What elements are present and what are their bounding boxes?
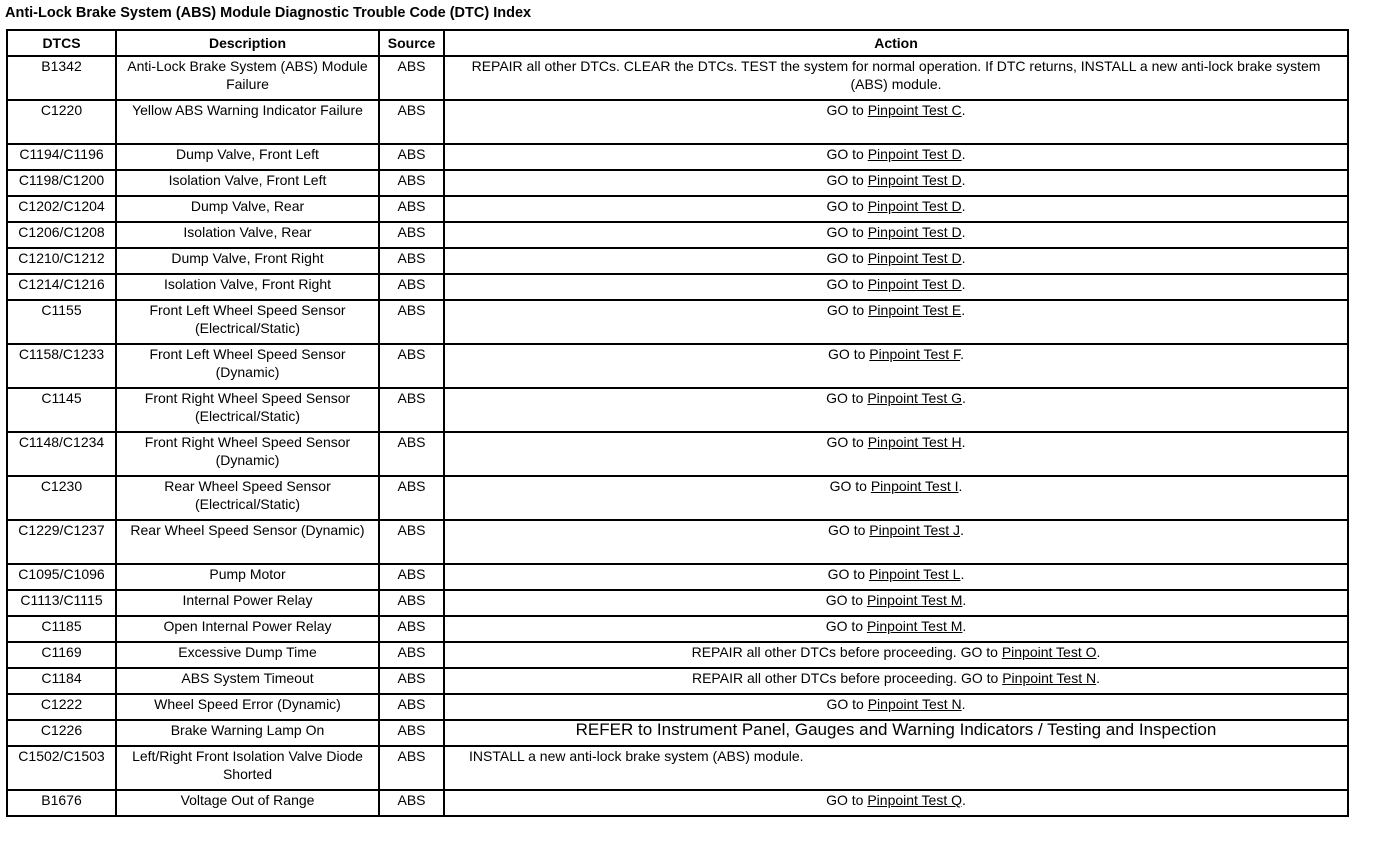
dtc-source: ABS bbox=[379, 170, 444, 196]
dtc-description: Voltage Out of Range bbox=[116, 790, 379, 816]
action-suffix: . bbox=[961, 696, 966, 712]
dtc-description: Rear Wheel Speed Sensor (Electrical/Static) bbox=[116, 476, 379, 520]
dtc-action bbox=[444, 388, 1348, 432]
dtc-source: ABS bbox=[379, 520, 444, 564]
action-text: GO to bbox=[825, 592, 867, 608]
dtc-action: REFER to Instrument Panel, Gauges and Warning Indicators / Testing and Inspection bbox=[444, 720, 1348, 746]
header-source: Source bbox=[379, 30, 444, 56]
dtc-action bbox=[444, 222, 1348, 248]
dtc-action bbox=[444, 196, 1348, 222]
dtc-code: C1185 bbox=[7, 616, 116, 642]
action-text: GO to bbox=[826, 146, 868, 162]
dtc-code: C1169 bbox=[7, 642, 116, 668]
action-suffix: . bbox=[961, 198, 966, 214]
dtc-action bbox=[444, 476, 1348, 520]
dtc-action: REPAIR all other DTCs. CLEAR the DTCs. TEST the system for normal operation. If DTC returns, INSTALL a new anti-lock brake system (ABS) module. bbox=[444, 56, 1348, 100]
action-text: GO to bbox=[828, 346, 870, 362]
dtc-source: ABS bbox=[379, 432, 444, 476]
action-text: GO to bbox=[826, 198, 868, 214]
action-text: GO to bbox=[826, 792, 868, 808]
dtc-code: C1184 bbox=[7, 668, 116, 694]
table-row bbox=[7, 432, 1348, 476]
table-row bbox=[7, 746, 1348, 790]
dtc-source: ABS bbox=[379, 248, 444, 274]
dtc-code: C1220 bbox=[7, 100, 116, 144]
dtc-source: ABS bbox=[379, 196, 444, 222]
dtc-code: C1095/C1096 bbox=[7, 564, 116, 590]
action-suffix: . bbox=[961, 250, 966, 266]
dtc-description: Isolation Valve, Front Right bbox=[116, 274, 379, 300]
action-text: GO to bbox=[826, 224, 868, 240]
dtc-code: C1222 bbox=[7, 694, 116, 720]
table-header-row bbox=[7, 30, 1348, 56]
table-row bbox=[7, 248, 1348, 274]
dtc-description: Wheel Speed Error (Dynamic) bbox=[116, 694, 379, 720]
dtc-source: ABS bbox=[379, 590, 444, 616]
dtc-code: C1206/C1208 bbox=[7, 222, 116, 248]
dtc-action bbox=[444, 520, 1348, 564]
action-text: GO to bbox=[828, 522, 870, 538]
dtc-description: Pump Motor bbox=[116, 564, 379, 590]
dtc-source: ABS bbox=[379, 616, 444, 642]
dtc-description: Isolation Valve, Rear bbox=[116, 222, 379, 248]
pinpoint-test-link[interactable]: Pinpoint Test D bbox=[867, 172, 962, 188]
dtc-code: C1229/C1237 bbox=[7, 520, 116, 564]
table-row bbox=[7, 170, 1348, 196]
action-suffix: . bbox=[961, 102, 966, 118]
action-suffix: . bbox=[960, 346, 964, 362]
dtc-description: Excessive Dump Time bbox=[116, 642, 379, 668]
dtc-action bbox=[444, 274, 1348, 300]
table-row bbox=[7, 790, 1348, 816]
pinpoint-test-link[interactable]: Pinpoint Test J bbox=[869, 522, 961, 538]
pinpoint-test-link[interactable]: Pinpoint Test L bbox=[868, 566, 961, 582]
dtc-description: Brake Warning Lamp On bbox=[116, 720, 379, 746]
table-row bbox=[7, 100, 1348, 144]
dtc-source: ABS bbox=[379, 144, 444, 170]
dtc-description: Dump Valve, Front Right bbox=[116, 248, 379, 274]
action-text: REPAIR all other DTCs before proceeding. GO to bbox=[691, 644, 1002, 660]
table-row bbox=[7, 274, 1348, 300]
dtc-description: Anti-Lock Brake System (ABS) Module Failure bbox=[116, 56, 379, 100]
action-text: GO to bbox=[826, 696, 868, 712]
dtc-source: ABS bbox=[379, 274, 444, 300]
dtc-source: ABS bbox=[379, 56, 444, 100]
dtc-code: C1198/C1200 bbox=[7, 170, 116, 196]
pinpoint-test-link[interactable]: Pinpoint Test N bbox=[1002, 670, 1097, 686]
dtc-action bbox=[444, 248, 1348, 274]
dtc-code: C1502/C1503 bbox=[7, 746, 116, 790]
action-suffix: . bbox=[1096, 644, 1101, 660]
dtc-action bbox=[444, 642, 1348, 668]
table-row bbox=[7, 476, 1348, 520]
action-suffix: . bbox=[1096, 670, 1100, 686]
pinpoint-test-link[interactable]: Pinpoint Test D bbox=[867, 198, 962, 214]
pinpoint-test-link[interactable]: Pinpoint Test G bbox=[867, 390, 963, 406]
dtc-action bbox=[444, 144, 1348, 170]
action-suffix: . bbox=[961, 276, 966, 292]
dtc-action bbox=[444, 300, 1348, 344]
dtc-action bbox=[444, 432, 1348, 476]
action-text: GO to bbox=[826, 250, 868, 266]
table-row bbox=[7, 344, 1348, 388]
dtc-action: INSTALL a new anti-lock brake system (ABS) module. bbox=[444, 746, 1348, 790]
action-suffix: . bbox=[961, 224, 966, 240]
dtc-code: C1226 bbox=[7, 720, 116, 746]
table-row bbox=[7, 300, 1348, 344]
dtc-description: Dump Valve, Rear bbox=[116, 196, 379, 222]
table-row bbox=[7, 564, 1348, 590]
dtc-code: C1145 bbox=[7, 388, 116, 432]
action-text: GO to bbox=[826, 172, 868, 188]
dtc-action bbox=[444, 170, 1348, 196]
action-suffix: . bbox=[961, 302, 966, 318]
action-text: GO to bbox=[829, 478, 871, 494]
table-row bbox=[7, 668, 1348, 694]
action-suffix: . bbox=[962, 792, 966, 808]
dtc-source: ABS bbox=[379, 100, 444, 144]
dtc-action bbox=[444, 100, 1348, 144]
pinpoint-test-link[interactable]: Pinpoint Test C bbox=[867, 102, 962, 118]
dtc-source: ABS bbox=[379, 790, 444, 816]
table-row bbox=[7, 616, 1348, 642]
dtc-description: Left/Right Front Isolation Valve Diode Shorted bbox=[116, 746, 379, 790]
dtc-source: ABS bbox=[379, 746, 444, 790]
pinpoint-test-link[interactable]: Pinpoint Test D bbox=[867, 146, 962, 162]
table-row bbox=[7, 56, 1348, 100]
dtc-code: C1158/C1233 bbox=[7, 344, 116, 388]
pinpoint-test-link[interactable]: Pinpoint Test D bbox=[867, 250, 962, 266]
pinpoint-test-link[interactable]: Pinpoint Test O bbox=[1001, 644, 1097, 660]
action-text: GO to bbox=[826, 302, 869, 318]
action-text: REPAIR all other DTCs before proceeding. GO to bbox=[691, 670, 1003, 686]
action-suffix: . bbox=[960, 566, 965, 582]
dtc-action bbox=[444, 694, 1348, 720]
action-text: GO to bbox=[826, 390, 868, 406]
dtc-code: C1113/C1115 bbox=[7, 590, 116, 616]
dtc-action bbox=[444, 344, 1348, 388]
dtc-source: ABS bbox=[379, 668, 444, 694]
action-suffix: . bbox=[962, 390, 966, 406]
dtc-description: Front Left Wheel Speed Sensor (Dynamic) bbox=[116, 344, 379, 388]
dtc-source: ABS bbox=[379, 642, 444, 668]
pinpoint-test-link[interactable]: Pinpoint Test I bbox=[870, 478, 959, 494]
table-row bbox=[7, 196, 1348, 222]
dtc-description: Front Right Wheel Speed Sensor (Electrical/Static) bbox=[116, 388, 379, 432]
table-row bbox=[7, 720, 1348, 746]
dtc-source: ABS bbox=[379, 564, 444, 590]
dtc-code: C1210/C1212 bbox=[7, 248, 116, 274]
header-action: Action bbox=[444, 30, 1348, 56]
dtc-source: ABS bbox=[379, 720, 444, 746]
dtc-action bbox=[444, 790, 1348, 816]
dtc-index-table bbox=[6, 29, 1349, 817]
dtc-description: Front Right Wheel Speed Sensor (Dynamic) bbox=[116, 432, 379, 476]
dtc-action bbox=[444, 616, 1348, 642]
dtc-action bbox=[444, 668, 1348, 694]
table-row bbox=[7, 144, 1348, 170]
dtc-description: Open Internal Power Relay bbox=[116, 616, 379, 642]
pinpoint-test-link[interactable]: Pinpoint Test M bbox=[866, 618, 963, 634]
table-row bbox=[7, 642, 1348, 668]
dtc-source: ABS bbox=[379, 694, 444, 720]
dtc-description: Isolation Valve, Front Left bbox=[116, 170, 379, 196]
action-text: GO to bbox=[826, 434, 868, 450]
dtc-description: Front Left Wheel Speed Sensor (Electrical/Static) bbox=[116, 300, 379, 344]
dtc-code: B1342 bbox=[7, 56, 116, 100]
action-suffix: . bbox=[962, 618, 967, 634]
dtc-code: C1155 bbox=[7, 300, 116, 344]
pinpoint-test-link[interactable]: Pinpoint Test D bbox=[867, 224, 962, 240]
action-suffix: . bbox=[958, 478, 963, 494]
dtc-source: ABS bbox=[379, 344, 444, 388]
dtc-source: ABS bbox=[379, 476, 444, 520]
dtc-description: Rear Wheel Speed Sensor (Dynamic) bbox=[116, 520, 379, 564]
action-suffix: . bbox=[960, 522, 964, 538]
pinpoint-test-link[interactable]: Pinpoint Test E bbox=[868, 302, 962, 318]
dtc-code: C1230 bbox=[7, 476, 116, 520]
pinpoint-test-link[interactable]: Pinpoint Test F bbox=[869, 346, 961, 362]
table-row bbox=[7, 222, 1348, 248]
action-suffix: . bbox=[961, 172, 966, 188]
dtc-description: Yellow ABS Warning Indicator Failure bbox=[116, 100, 379, 144]
dtc-code: C1148/C1234 bbox=[7, 432, 116, 476]
pinpoint-test-link[interactable]: Pinpoint Test Q bbox=[867, 792, 963, 808]
action-suffix: . bbox=[962, 592, 967, 608]
dtc-source: ABS bbox=[379, 222, 444, 248]
header-dtcs: DTCS bbox=[7, 30, 116, 56]
dtc-description: ABS System Timeout bbox=[116, 668, 379, 694]
action-text: GO to bbox=[826, 276, 868, 292]
table-row bbox=[7, 694, 1348, 720]
header-description: Description bbox=[116, 30, 379, 56]
dtc-code: C1194/C1196 bbox=[7, 144, 116, 170]
dtc-action bbox=[444, 564, 1348, 590]
dtc-source: ABS bbox=[379, 300, 444, 344]
table-row bbox=[7, 520, 1348, 564]
pinpoint-test-link[interactable]: Pinpoint Test D bbox=[867, 276, 962, 292]
action-text: GO to bbox=[827, 566, 869, 582]
pinpoint-test-link[interactable]: Pinpoint Test H bbox=[867, 434, 962, 450]
action-suffix: . bbox=[961, 146, 966, 162]
action-text: GO to bbox=[825, 618, 867, 634]
dtc-description: Dump Valve, Front Left bbox=[116, 144, 379, 170]
table-row bbox=[7, 590, 1348, 616]
document-title: Anti-Lock Brake System (ABS) Module Diagnostic Trouble Code (DTC) Index bbox=[5, 5, 532, 21]
dtc-action bbox=[444, 590, 1348, 616]
action-text: GO to bbox=[826, 102, 868, 118]
dtc-code: C1202/C1204 bbox=[7, 196, 116, 222]
dtc-code: B1676 bbox=[7, 790, 116, 816]
table-row bbox=[7, 388, 1348, 432]
pinpoint-test-link[interactable]: Pinpoint Test N bbox=[867, 696, 962, 712]
dtc-description: Internal Power Relay bbox=[116, 590, 379, 616]
pinpoint-test-link[interactable]: Pinpoint Test M bbox=[866, 592, 963, 608]
dtc-source: ABS bbox=[379, 388, 444, 432]
action-suffix: . bbox=[961, 434, 966, 450]
dtc-code: C1214/C1216 bbox=[7, 274, 116, 300]
